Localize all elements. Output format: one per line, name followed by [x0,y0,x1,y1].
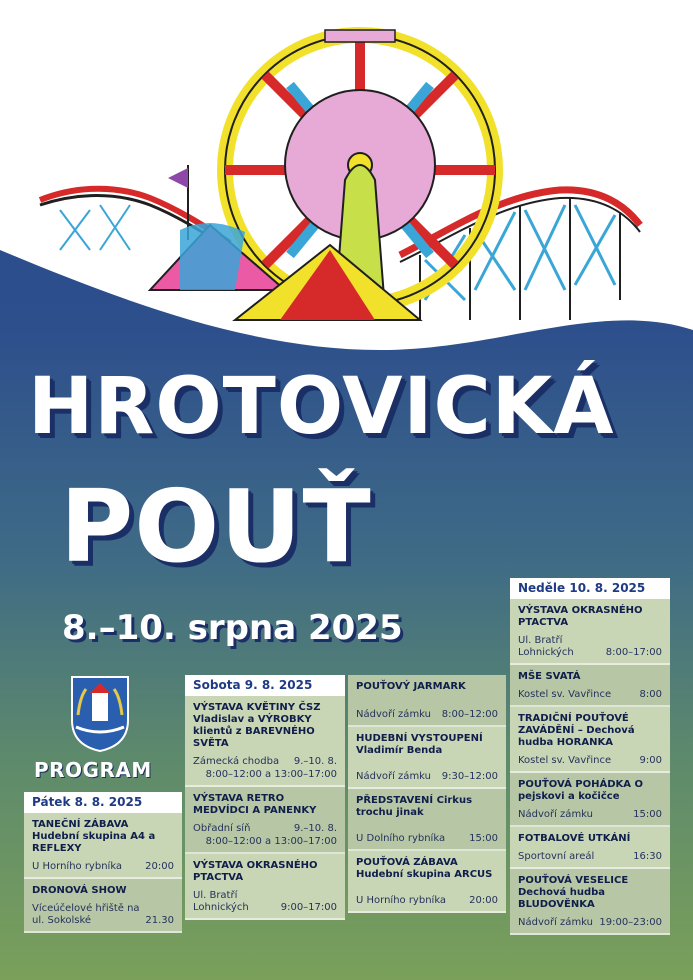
friday-column [24,792,182,933]
event-card [510,707,670,773]
event-time: 8:00–12:00 [441,709,498,720]
event-time: 9:30–12:00 [441,771,498,782]
event-place: U Dolního rybníka [356,833,446,844]
event-place: U Horního rybníka [356,895,447,906]
event-place: Nádvoří zámku [356,709,431,720]
event-place: Kostel sv. Vavřince [518,689,612,700]
event-card [348,675,506,727]
event-name: VÝSTAVA OKRASNÉHO PTACTVA [518,605,643,628]
event-time: 9:00–17:00 [280,902,337,913]
title-line-1: HROTOVICKÁ [28,362,615,452]
funfair-illustration [0,0,693,360]
event-place: Nádvoří zámku [518,809,593,820]
event-name: PŘEDSTAVENÍ Cirkus trochu jinak [356,795,473,818]
event-card [24,813,182,879]
event-name: FOTBALOVÉ UTKÁNÍ [518,833,631,844]
day-header: Neděle 10. 8. 2025 [510,578,670,599]
event-card [348,789,506,851]
event-name: TANEČNÍ ZÁBAVA Hudební skupina A4 a REFLEXY [32,819,156,854]
event-card [510,869,670,935]
event-time: 8:00–17:00 [605,647,662,658]
event-time: 19:00–23:00 [599,917,662,928]
event-card [24,879,182,933]
event-name: VÝSTAVA OKRASNÉHO PTACTVA [193,860,318,883]
event-name: POUŤOVÁ ZÁBAVA Hudební skupina ARCUS [356,857,493,880]
event-card [510,827,670,869]
event-card [348,727,506,789]
event-card [185,696,345,787]
event-place: Ul. Bratří Lohnických [193,890,249,913]
day-header: Sobota 9. 8. 2025 [185,675,345,696]
event-time: 20:00 [145,861,174,872]
event-time: 15:00 [633,809,662,820]
event-card [348,851,506,913]
event-name: DRONOVÁ SHOW [32,885,127,896]
event-name: VÝSTAVA KVĚTINY ČSZ Vladislav a VÝROBKY klientů z BAREVNÉHO SVĚTA [193,702,321,749]
event-time: 9.–10. 8. [293,756,337,767]
event-place: Ul. Bratří Lohnických [518,635,574,658]
event-time: 20:00 [469,895,498,906]
event-place: Nádvoří zámku [356,771,431,782]
event-place: Nádvoří zámku [518,917,593,928]
event-time: 16:30 [633,851,662,862]
event-name: POUŤOVÁ VESELICE Dechová hudba BLUDOVĚNKA [518,875,629,910]
event-place: Kostel sv. Vavřince [518,755,612,766]
event-card [510,599,670,665]
event-time-detail: 8:00–12:00 a 13:00–17:00 [205,769,337,780]
event-card [510,665,670,707]
event-dates: 8.–10. srpna 2025 [62,608,403,648]
sunday-column [510,578,670,935]
event-time: 15:00 [469,833,498,844]
event-card [185,787,345,854]
event-time: 21.30 [145,915,174,926]
event-place: Zámecká chodba [193,756,280,767]
program-label: PROGRAM [34,758,152,782]
event-name: MŠE SVATÁ [518,671,581,682]
event-name: POUŤOVÝ JARMARK [356,681,466,692]
event-place: Obřadní síň [193,823,251,834]
event-time: 9:00 [639,755,662,766]
town-crest-icon [70,675,130,753]
event-time: 9.–10. 8. [293,823,337,834]
saturday-column [185,675,345,920]
event-time-detail: 8:00–12:00 a 13:00–17:00 [205,836,337,847]
day-header: Pátek 8. 8. 2025 [24,792,182,813]
event-card [185,854,345,920]
event-card [510,773,670,827]
event-name: TRADIČNÍ POUŤOVÉ ZAVÁDĚNÍ – Dechová hudba HORANKA [518,713,635,748]
event-time: 8:00 [639,689,662,700]
title-line-2: POUŤ [60,468,372,585]
event-name: VÝSTAVA RETRO MEDVÍDCI A PANENKY [193,793,317,816]
saturday-column-continued [348,675,506,913]
event-place: Sportovní areál [518,851,595,862]
event-name: POUŤOVÁ POHÁDKA O pejskovi a kočičce [518,779,643,802]
event-place: Víceúčelové hřiště na ul. Sokolské [32,903,140,926]
event-name: HUDEBNÍ VYSTOUPENÍ Vladimír Benda [356,733,483,756]
event-place: U Horního rybníka [32,861,123,872]
